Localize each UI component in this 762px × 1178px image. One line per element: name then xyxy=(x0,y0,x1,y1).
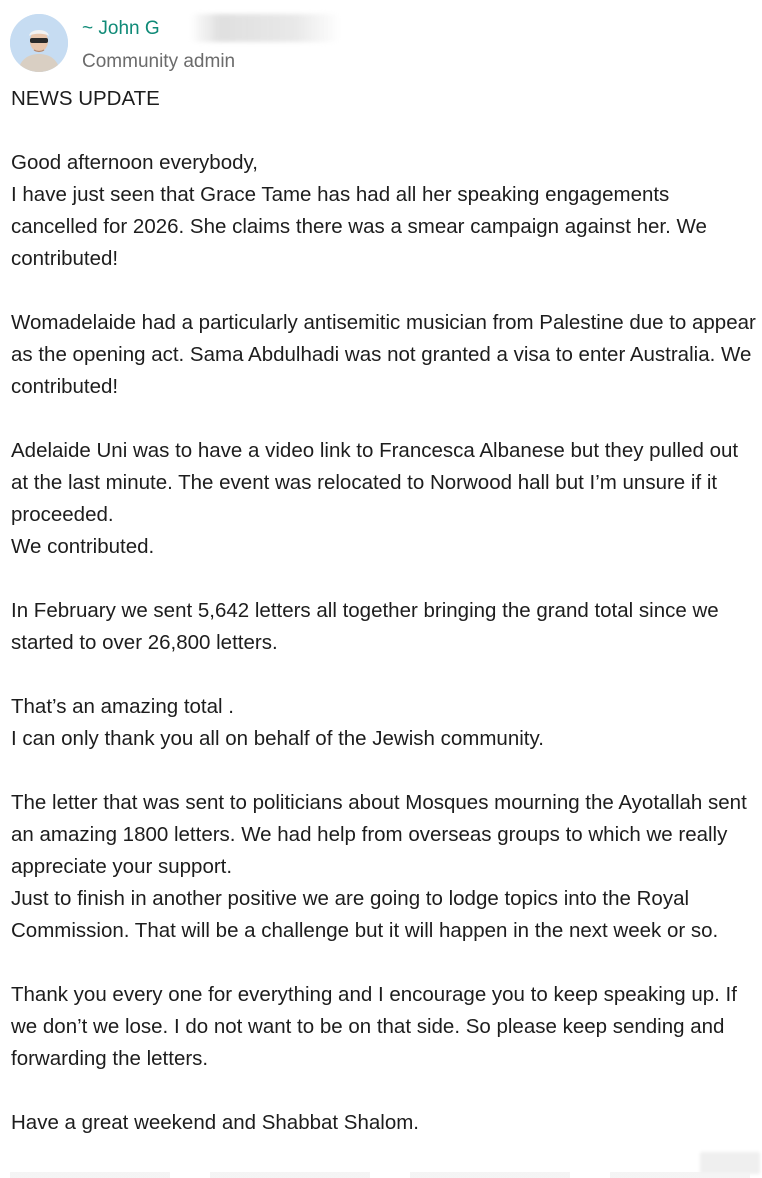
message-body xyxy=(11,83,756,1139)
message-line: I have just seen that Grace Tame has had all her speaking engagements cancelled for 2026. She claims there was a smear campaign against her. We contributed! xyxy=(11,183,707,270)
message-line: I can only thank you all on behalf of the Jewish community. xyxy=(11,727,544,750)
message-line: That’s an amazing total . xyxy=(11,695,234,718)
person-avatar-icon xyxy=(10,14,68,72)
blank-line xyxy=(11,275,756,307)
message-line: In February we sent 5,642 letters all together bringing the grand total since we started to over 26,800 letters. xyxy=(11,599,719,654)
message-line: We contributed. xyxy=(11,535,155,558)
blank-line xyxy=(11,659,756,691)
message-line: NEWS UPDATE xyxy=(11,87,160,110)
message-line: Have a great weekend and Shabbat Shalom. xyxy=(11,1111,419,1134)
sender-name[interactable]: ~ John G xyxy=(82,18,160,39)
blank-line xyxy=(11,755,756,787)
message-line: Womadelaide had a particularly antisemitic musician from Palestine due to appear as the opening act. Sama Abdulhadi was not granted a visa to enter Australia. We contributed! xyxy=(11,311,756,398)
message-line: Thank you every one for everything and I encourage you to keep speaking up. If we don’t we lose. I do not want to be on that side. So please keep sending and forwarding the letters. xyxy=(11,983,737,1070)
redacted-timestamp xyxy=(700,1152,760,1174)
sender-role: Community admin xyxy=(82,51,236,72)
blank-line xyxy=(11,1075,756,1107)
message-line: The letter that was sent to politicians about Mosques mourning the Ayotallah sent an amazing 1800 letters. We had help from overseas groups to which we really appreciate your support. xyxy=(11,791,747,878)
message-line: Just to finish in another positive we are going to lodge topics into the Royal Commission. That will be a challenge but it will happen in the next week or so. xyxy=(11,887,719,942)
blank-line xyxy=(11,947,756,979)
blank-line xyxy=(11,563,756,595)
message-footer-strip xyxy=(10,1172,750,1178)
blank-line xyxy=(11,115,756,147)
sender-avatar[interactable] xyxy=(10,14,68,72)
message-header xyxy=(10,14,750,76)
redacted-phone-number xyxy=(190,14,340,42)
message-line: Good afternoon everybody, xyxy=(11,151,258,174)
message-line: Adelaide Uni was to have a video link to Francesca Albanese but they pulled out at the last minute. The event was relocated to Norwood hall but I’m unsure if it proceeded. xyxy=(11,439,739,526)
blank-line xyxy=(11,403,756,435)
